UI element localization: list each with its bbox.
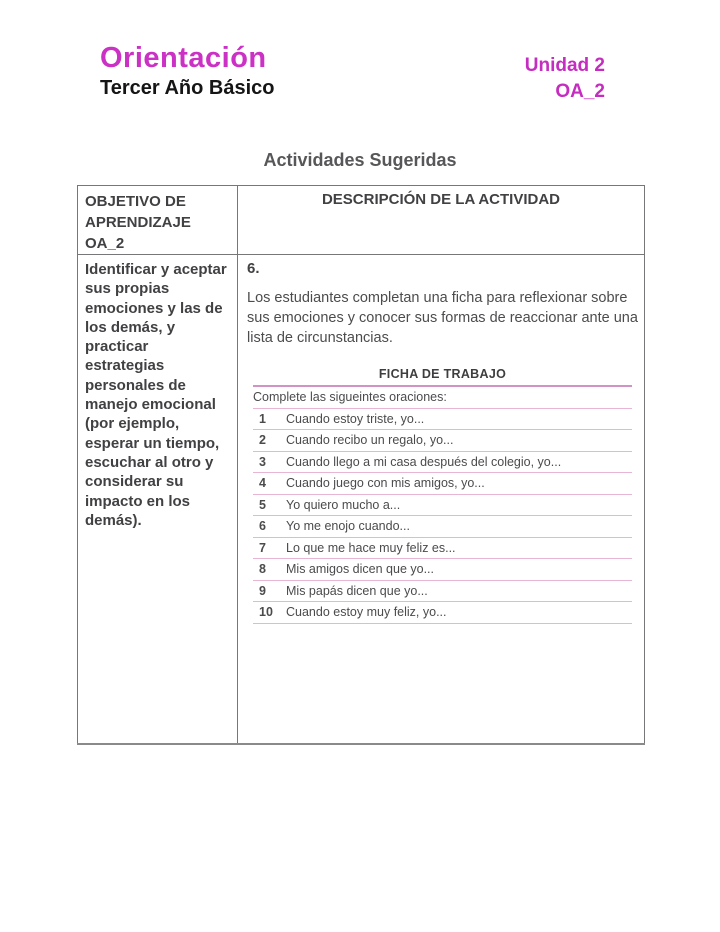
ficha-item-number: 4 bbox=[259, 476, 266, 490]
ficha-item bbox=[253, 516, 632, 538]
unit-block bbox=[525, 53, 605, 105]
ficha-item bbox=[253, 430, 632, 452]
ficha-item bbox=[253, 538, 632, 560]
table-header-row bbox=[78, 186, 645, 255]
ficha-item-label: Yo quiero mucho a... bbox=[286, 497, 401, 512]
ficha-title: FICHA DE TRABAJO bbox=[253, 367, 632, 387]
oa-code-label: OA_2 bbox=[555, 81, 605, 102]
activity-table bbox=[77, 185, 645, 745]
ficha-item bbox=[253, 473, 632, 495]
activity-description: Los estudiantes completan una ficha para reflexionar sobre sus emociones y conocer sus formas de reaccionar ante una lista de circunstancias. bbox=[247, 290, 638, 346]
ficha-item-number: 2 bbox=[259, 433, 266, 447]
ficha-item-label: Cuando recibo un regalo, yo... bbox=[286, 433, 454, 447]
ficha-item-label: Lo que me hace muy feliz es... bbox=[286, 540, 456, 555]
ficha-item-label: Cuando juego con mis amigos, yo... bbox=[286, 476, 485, 490]
section-title: Actividades Sugeridas bbox=[263, 150, 457, 170]
ficha-instruction: Complete las sigueintes oraciones: bbox=[253, 387, 632, 409]
description-cell bbox=[238, 255, 645, 745]
ficha-item bbox=[253, 495, 632, 517]
ficha-item-number: 3 bbox=[259, 454, 266, 469]
activity-number: 6. bbox=[247, 260, 260, 277]
ficha-item-number: 9 bbox=[259, 583, 266, 598]
ficha-item-number: 10 bbox=[259, 605, 273, 619]
ficha-item-label: Cuando estoy triste, yo... bbox=[286, 411, 425, 426]
ficha-item-label: Cuando llego a mi casa después del colegio, yo... bbox=[286, 454, 562, 469]
ficha-item-number: 1 bbox=[259, 411, 266, 426]
objective-column-header: OBJETIVO DE APRENDIZAJE OA_2 bbox=[78, 186, 238, 255]
ficha-item bbox=[253, 409, 632, 431]
worksheet-ficha bbox=[253, 367, 632, 624]
description-column-header: DESCRIPCIÓN DE LA ACTIVIDAD bbox=[238, 186, 645, 255]
brand-subtitle: Tercer Año Básico bbox=[100, 77, 275, 99]
ficha-item-number: 6 bbox=[259, 519, 266, 533]
ficha-item-label: Cuando estoy muy feliz, yo... bbox=[286, 605, 447, 619]
objective-cell: Identificar y aceptar sus propias emociones y las de los demás, y practicar estrategias personales de manejo emocional (por ejemplo, esperar un tiempo, escuchar al otro y considerar su impacto en los demás). bbox=[78, 255, 238, 745]
ficha-item-label: Yo me enojo cuando... bbox=[286, 519, 410, 533]
ficha-item-number: 5 bbox=[259, 497, 266, 512]
ficha-item bbox=[253, 452, 632, 474]
table-body-row bbox=[78, 255, 645, 745]
ficha-item-label: Mis papás dicen que yo... bbox=[286, 583, 428, 598]
ficha-item bbox=[253, 559, 632, 581]
unit-label: Unidad 2 bbox=[524, 55, 605, 76]
ficha-item bbox=[253, 602, 632, 624]
ficha-item bbox=[253, 581, 632, 603]
brand-title: Orientación bbox=[100, 42, 267, 74]
ficha-item-number: 7 bbox=[259, 540, 266, 555]
ficha-item-label: Mis amigos dicen que yo... bbox=[286, 562, 434, 576]
ficha-item-number: 8 bbox=[259, 562, 266, 576]
